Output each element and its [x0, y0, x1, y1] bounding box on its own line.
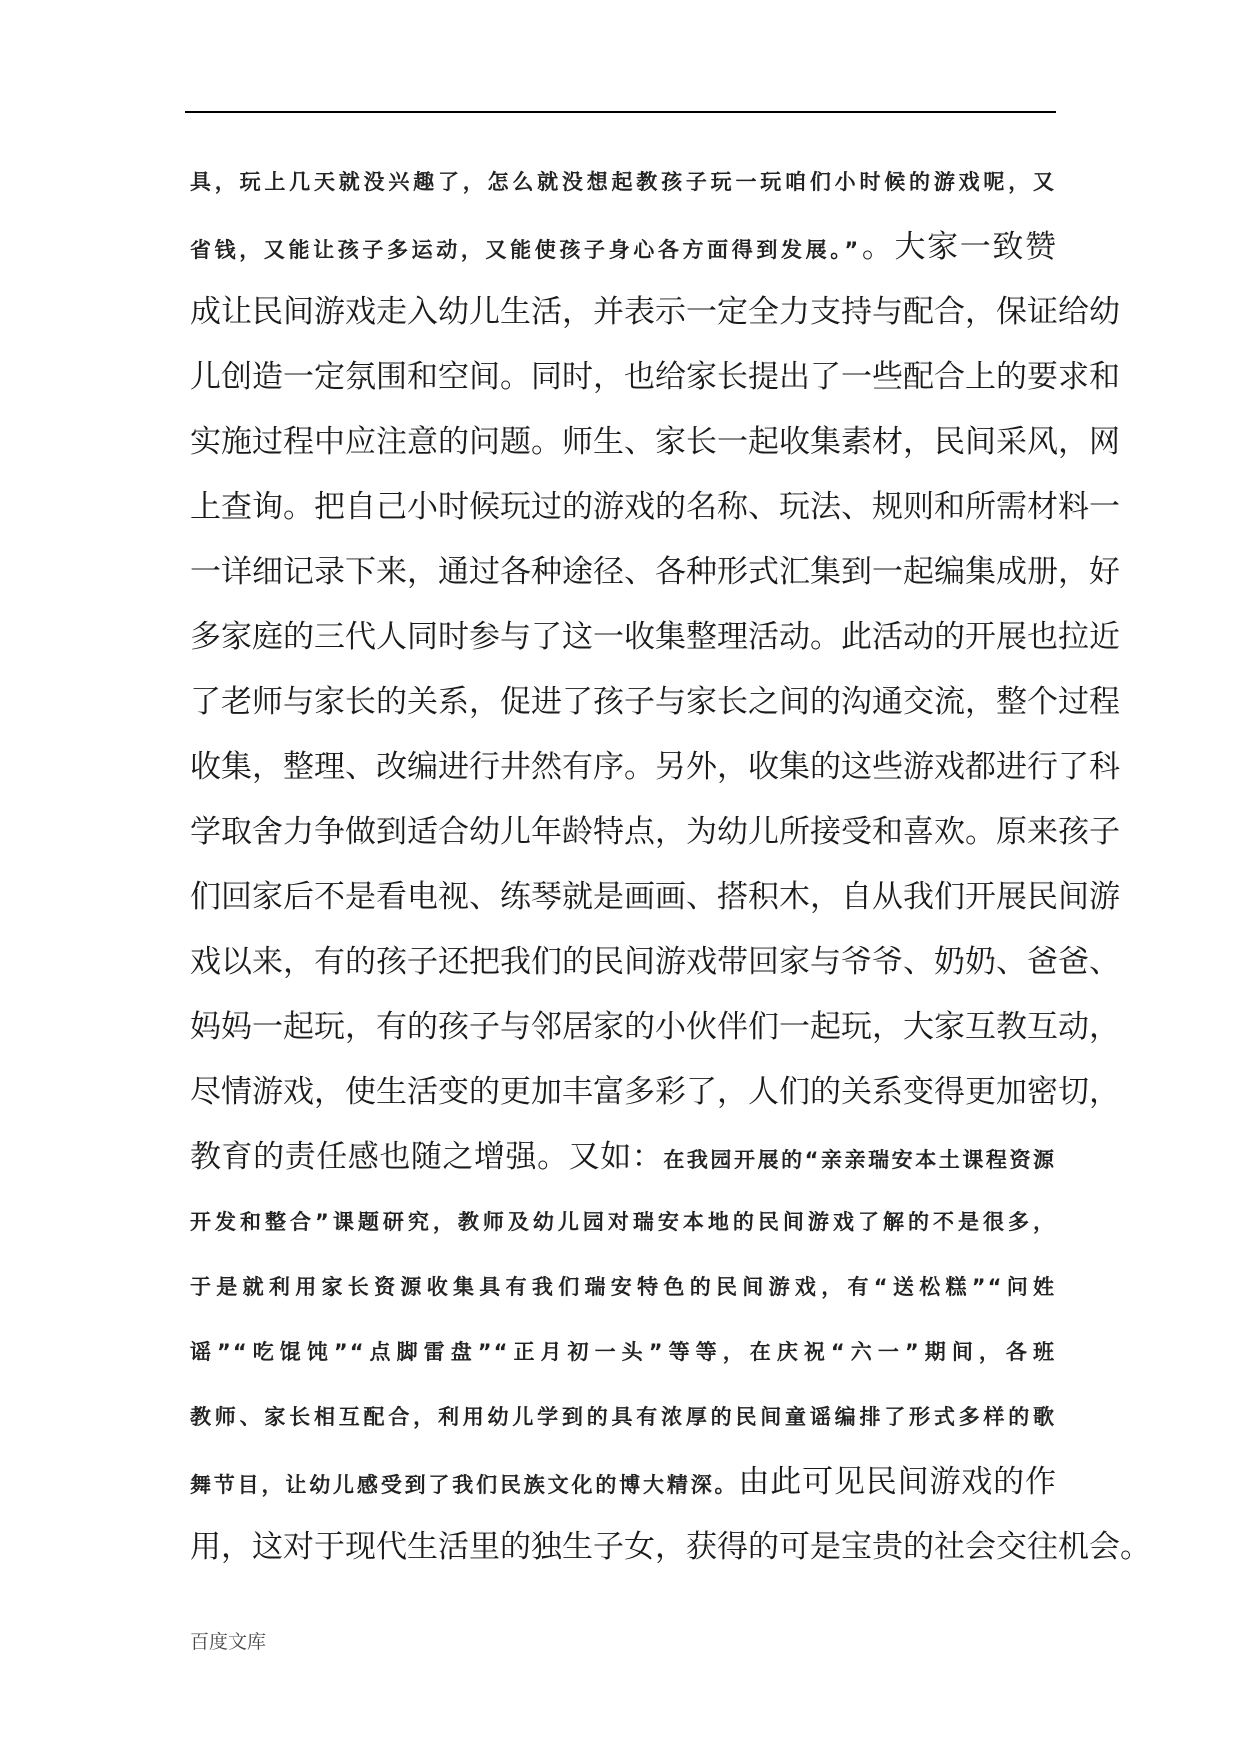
text-line: [190, 410, 1120, 475]
quote-text-segment: 开发和整合”课题研究，教师及幼儿园对瑞安本地的民间游戏了解的不是很多，: [190, 1210, 1056, 1234]
text-line: [190, 540, 1120, 605]
text-line: [190, 1255, 1056, 1320]
text-segment: 收集，整理、改编进行井然有序。另外，收集的这些游戏都进行了科: [190, 749, 1120, 785]
quote-text-segment: 于是就利用家长资源收集具有我们瑞安特色的民间游戏，有“送松糕”“问姓: [190, 1275, 1056, 1299]
body-text: [190, 150, 1151, 1580]
text-segment: 们回家后不是看电视、练琴就是画画、搭积木，自从我们开展民间游: [190, 879, 1120, 915]
text-line: [190, 345, 1120, 410]
quote-text-segment: 舞节目，让幼儿感受到了我们民族文化的博大精深。: [190, 1473, 739, 1497]
text-line: [190, 1385, 1056, 1450]
text-segment: 多家庭的三代人同时参与了这一收集整理活动。此活动的开展也拉近: [190, 619, 1120, 655]
text-segment: 成让民间游戏走入幼儿生活，并表示一定全力支持与配合，保证给幼: [190, 294, 1120, 330]
text-segment: 儿创造一定氛围和空间。同时，也给家长提出了一些配合上的要求和: [190, 359, 1120, 395]
text-line: [190, 865, 1120, 930]
header-rule: [185, 111, 1056, 113]
text-segment: 用，这对于现代生活里的独生子女，获得的可是宝贵的社会交往机会。: [190, 1529, 1151, 1565]
text-line: [190, 995, 1120, 1060]
text-line: [190, 1515, 1151, 1580]
text-line: [190, 930, 1120, 995]
text-line: [190, 215, 1056, 280]
text-line: [190, 150, 1056, 215]
text-line: [190, 605, 1120, 670]
text-line: [190, 1320, 1056, 1385]
text-line: [190, 1060, 1120, 1125]
footer-watermark: 百度文库: [190, 1631, 267, 1653]
quote-text-segment: 谣”“吃馄饨”“点脚雷盘”“正月初一头”等等，在庆祝“六一”期间，各班: [190, 1340, 1056, 1364]
text-segment: 教育的责任感也随之增强。又如：: [190, 1139, 664, 1175]
text-line: [190, 1190, 1056, 1255]
text-line: [190, 1450, 1056, 1515]
quote-text-segment: 省钱，又能让孩子多运动，又能使孩子身心各方面得到发展。”: [190, 238, 861, 262]
text-segment: 尽情游戏，使生活变的更加丰富多彩了，人们的关系变得更加密切，: [190, 1074, 1120, 1110]
text-line: [190, 280, 1120, 345]
text-segment: 妈妈一起玩，有的孩子与邻居家的小伙伴们一起玩，大家互教互动，: [190, 1009, 1120, 1045]
text-segment: 了老师与家长的关系，促进了孩子与家长之间的沟通交流，整个过程: [190, 684, 1120, 720]
quote-text-segment: 教师、家长相互配合，利用幼儿学到的具有浓厚的民间童谣编排了形式多样的歌: [190, 1405, 1056, 1429]
text-segment: 由此可见民间游戏的作: [738, 1464, 1056, 1500]
text-line: [190, 735, 1120, 800]
text-segment: 一详细记录下来，通过各种途径、各种形式汇集到一起编集成册，好: [190, 554, 1120, 590]
text-segment: 实施过程中应注意的问题。师生、家长一起收集素材，民间采风，网: [190, 424, 1120, 460]
text-line: [190, 475, 1120, 540]
text-line: [190, 1125, 1056, 1190]
text-segment: 上查询。把自己小时候玩过的游戏的名称、玩法、规则和所需材料一: [190, 489, 1120, 525]
quote-text-segment: 在我园开展的“亲亲瑞安本土课程资源: [663, 1148, 1056, 1172]
text-line: [190, 670, 1120, 735]
text-segment: 。大家一致赞: [860, 229, 1056, 265]
text-segment: 学取舍力争做到适合幼儿年龄特点，为幼儿所接受和喜欢。原来孩子: [190, 814, 1120, 850]
quote-text-segment: 具，玩上几天就没兴趣了，怎么就没想起教孩子玩一玩咱们小时候的游戏呢，又: [190, 170, 1056, 194]
text-segment: 戏以来，有的孩子还把我们的民间游戏带回家与爷爷、奶奶、爸爸、: [190, 944, 1120, 980]
text-line: [190, 800, 1120, 865]
